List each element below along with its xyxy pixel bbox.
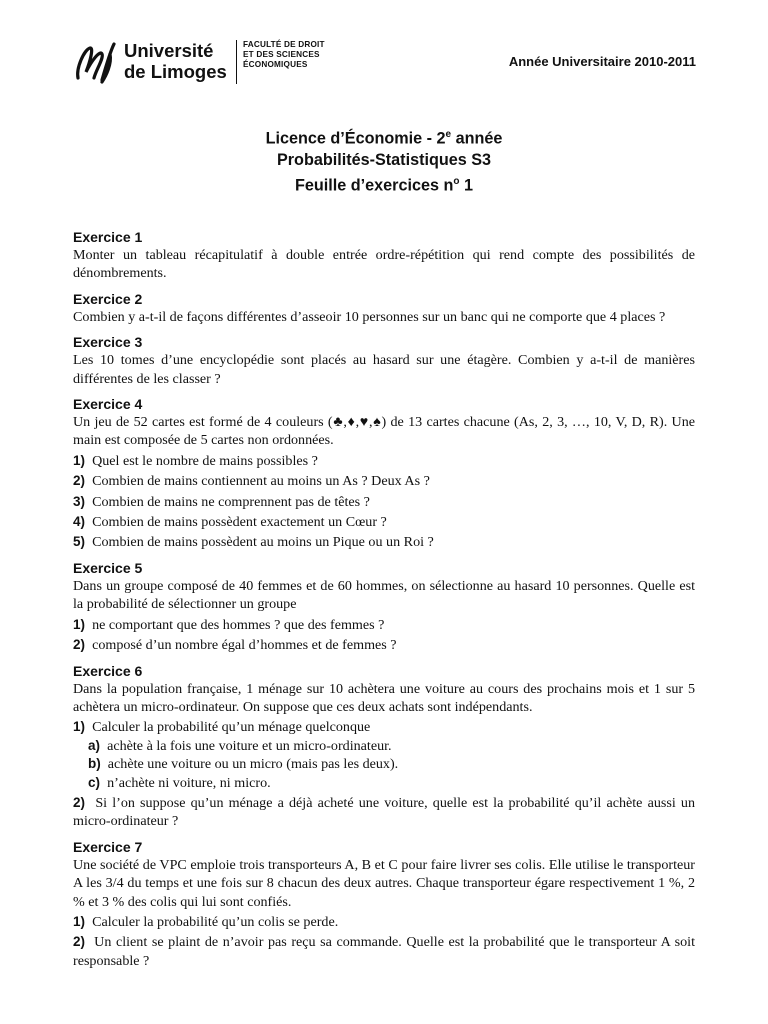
title-line2: Probabilités-Statistiques S3 (276, 150, 492, 169)
exercise-4-question-1: 1) Quel est le nombre de mains possibles ? (73, 452, 318, 469)
university-name-line2: de Limoges (124, 61, 227, 82)
academic-year: Année Universitaire 2010-2011 (508, 54, 696, 69)
exercise-6-subquestion-c: c) n’achète ni voiture, ni micro. (88, 774, 271, 791)
exercise-7-title: Exercice 7 (73, 838, 143, 855)
exercise-6-question-2: 2) Si l’on suppose qu’un ménage a déjà acheté une voiture, quelle est la probabilité qu’il achète aussi un micro-ordinateur ? (73, 794, 696, 830)
exercise-5-question-2: 2) composé d’un nombre égal d’hommes et de femmes ? (73, 637, 397, 654)
exercise-6-subquestion-a: a) achète à la fois une voiture et un micro-ordinateur. (88, 737, 392, 754)
page-header (72, 38, 696, 90)
exercise-4-question-4: 4) Combien de mains possèdent exactement un Cœur ? (73, 514, 387, 531)
exercise-2-text: Combien y a-t-il de façons différentes d’asseoir 10 personnes sur un banc qui ne comporte que 4 places ? (73, 308, 666, 325)
exercise-6-text: Dans la population française, 1 ménage sur 10 achètera une voiture au cours des prochains mois et 1 sur 5 achètera un micro-ordinateur. On suppose que ces deux achats sont indépendants. (73, 680, 695, 715)
exercise-7-question-1: 1) Calculer la probabilité qu’un colis se perde. (73, 913, 339, 930)
exercise-6-subquestion-b: b) achète une voiture ou un micro (mais pas les deux). (88, 756, 399, 773)
exercise-5-title: Exercice 5 (73, 559, 143, 576)
faculty-name (236, 40, 325, 84)
exercise-list (73, 228, 695, 970)
exercise-6-title: Exercice 6 (73, 662, 143, 679)
exercise-2-title: Exercice 2 (73, 290, 143, 307)
exercise-5-question-1: 1) ne comportant que des hommes ? que des femmes ? (73, 616, 385, 633)
exercise-7-question-2: 2) Un client se plaint de n’avoir pas reçu sa commande. Quelle est la probabilité que le transporteur A soit responsable ? (73, 934, 696, 969)
title-line1: Licence d’Économie - 2e année (265, 129, 503, 148)
exercise-1-title: Exercice 1 (73, 229, 143, 245)
exercise-4-title: Exercice 4 (73, 396, 143, 413)
faculty-line2: ET DES SCIENCES (243, 50, 320, 59)
exercise-1-text: Monter un tableau récapitulatif à double entrée ordre-répétition qui rend compte des possibilités de dénombrements. (73, 247, 695, 282)
exercise-4-question-5: 5) Combien de mains possèdent au moins un Pique ou un Roi ? (73, 534, 434, 551)
exercise-6-question-1: 1) Calculer la probabilité qu’un ménage quelconque (73, 719, 371, 736)
exercise-5-text: Dans un groupe composé de 40 femmes et de 60 hommes, on sélectionne au hasard 10 personnes. Quelle est la probabilité de sélectionner un groupe (73, 577, 695, 613)
document-title (0, 124, 768, 197)
faculty-line1: FACULTÉ DE DROIT (243, 40, 325, 49)
exercise-3-title: Exercice 3 (73, 334, 143, 351)
university-logo-icon (72, 40, 118, 86)
university-name-line1: Université (124, 40, 214, 61)
exercise-3-text: Les 10 tomes d’une encyclopédie sont placés au hasard sur une étagère. Combien y a-t-il de manières différentes de les classer ? (73, 352, 695, 387)
exercise-7-text: Une société de VPC emploie trois transporteurs A, B et C pour faire livrer ses colis. Elle utilise le transporteur A les 3/4 du temps et une fois sur 8 chacun des deux autres. Chaque transporteur égare respectivement 1 %, 2 % et 3 % des colis qui lui sont confiés. (73, 856, 695, 910)
title-line3: Feuille d’exercices $n^o$ 1 (295, 176, 473, 195)
faculty-line3: ÉCONOMIQUES (243, 60, 308, 69)
university-name (124, 40, 227, 82)
exercise-4-text: Un jeu de 52 cartes est formé de 4 couleurs (♣,♦,♥,♠) de 13 cartes chacune (As, 2, 3, …, 10, V, D, R). Une main est composée de 5 cartes non ordonnées. (73, 414, 695, 449)
exercise-4-question-3: 3) Combien de mains ne comprennent pas de têtes ? (73, 493, 370, 510)
exercise-4-question-2: 2) Combien de mains contiennent au moins un As ? Deux As ? (73, 473, 430, 490)
